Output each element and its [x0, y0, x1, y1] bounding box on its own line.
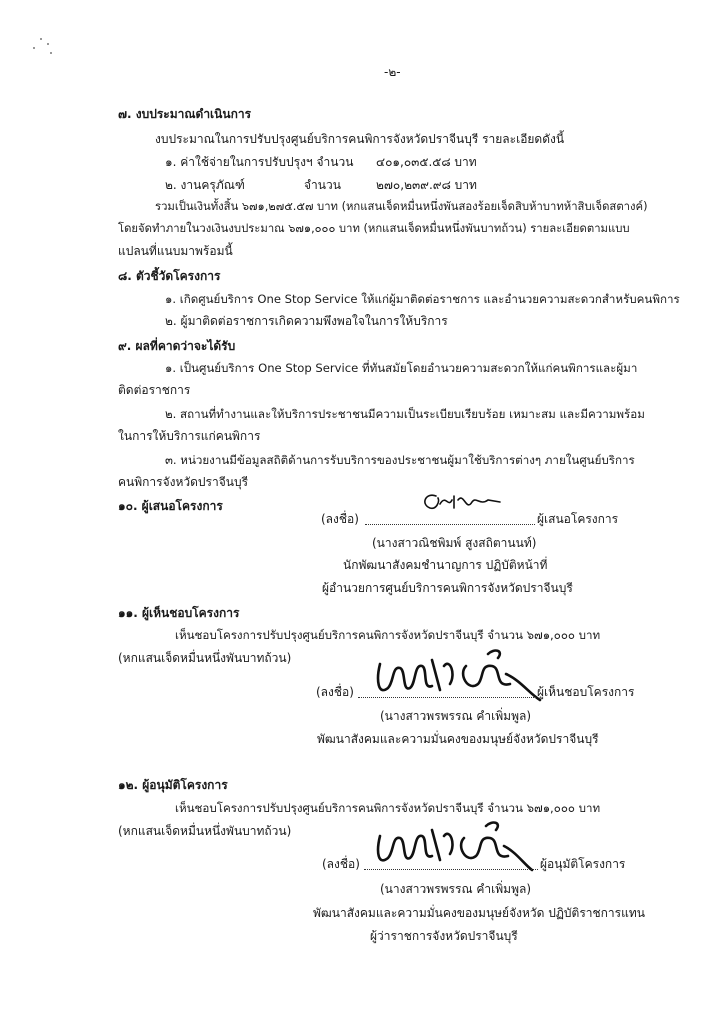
- section-9-heading: ๙. ผลที่คาดว่าจะได้รับ: [118, 339, 236, 353]
- section-9-item2-line1: ๒. สถานที่ทำงานและให้บริการประชาชนมีความเป็นระเบียบเรียบร้อย เหมาะสม และมีความพร้อม: [165, 407, 645, 421]
- section-11-sign-role: ผู้เห็นชอบโครงการ: [537, 685, 635, 699]
- section-11-line2: (หกแสนเจ็ดหมื่นหนึ่งพันบาทถ้วน): [118, 651, 292, 665]
- section-11-name: (นางสาวพรพรรณ คำเพิ่มพูล): [380, 709, 532, 723]
- section-9-item3-line1: ๓. หน่วยงานมีข้อมูลสถิติด้านการรับบริการของประชาชนผู้มาใช้บริการต่างๆ ภายในศูนย์บริการ: [165, 453, 635, 467]
- scan-speck: [50, 52, 52, 54]
- signature-line: [358, 696, 536, 698]
- section-12-name: (นางสาวพรพรรณ คำเพิ่มพูล): [380, 882, 532, 896]
- section-7-intro: งบประมาณในการปรับปรุงศูนย์บริการคนพิการจังหวัดปราจีนบุรี รายละเอียดดังนี้: [155, 132, 565, 146]
- section-10-name: (นางสาวณิชพิมพ์ สูงสถิตานนท์): [372, 536, 537, 550]
- section-7-item1-amount: ๔๐๑,๐๓๕.๕๘ บาท: [376, 155, 477, 169]
- section-12-sign-prefix: (ลงชื่อ): [322, 857, 360, 871]
- section-12-line2: (หกแสนเจ็ดหมื่นหนึ่งพันบาทถ้วน): [118, 824, 292, 838]
- section-7-total: รวมเป็นเงินทั้งสิ้น ๖๗๑,๒๗๕.๕๗ บาท (หกแสนเจ็ดหมื่นหนึ่งพันสองร้อยเจ็ดสิบห้าบาทห้าสิบเจ็ดสตางค์): [155, 200, 648, 213]
- scan-speck: [47, 43, 49, 45]
- signature-approver: [372, 814, 542, 876]
- section-7-item2-label: ๒. งานครุภัณฑ์: [165, 178, 245, 192]
- section-9-item2-line2: ในการให้บริการแก่คนพิการ: [118, 429, 261, 443]
- section-7-note-line1: โดยจัดทำภายในวงเงินงบประมาณ ๖๗๑,๐๐๐ บาท (หกแสนเจ็ดหมื่นหนึ่งพันบาทถ้วน) รายละเอียดตามแบบ: [118, 222, 630, 235]
- section-12-sign-role: ผู้อนุมัติโครงการ: [540, 857, 626, 871]
- section-8-item1: ๑. เกิดศูนย์บริการ One Stop Service ให้แก่ผู้มาติดต่อราชการ และอำนวยความสะดวกสำหรับคนพิการ: [165, 292, 680, 306]
- section-8-heading: ๘. ตัวชี้วัดโครงการ: [118, 269, 221, 283]
- section-8-item2: ๒. ผู้มาติดต่อราชการเกิดความพึงพอใจในการให้บริการ: [165, 314, 448, 328]
- section-7-item1-label: ๑. ค่าใช้จ่ายในการปรับปรุงฯ จำนวน: [165, 155, 354, 169]
- section-12-position1: พัฒนาสังคมและความมั่นคงของมนุษย์จังหวัด ปฏิบัติราชการแทน: [313, 906, 645, 920]
- scan-speck: [40, 38, 42, 40]
- section-11-heading: ๑๑. ผู้เห็นชอบโครงการ: [118, 606, 240, 620]
- section-11-position1: พัฒนาสังคมและความมั่นคงของมนุษย์จังหวัดปราจีนบุรี: [317, 732, 599, 746]
- section-7-item2-amount: ๒๗๐,๒๓๙.๙๘ บาท: [376, 178, 477, 192]
- section-7-item2-qty: จำนวน: [304, 178, 341, 192]
- section-10-sign-prefix: (ลงชื่อ): [321, 512, 359, 526]
- section-12-heading: ๑๒. ผู้อนุมัติโครงการ: [118, 778, 228, 792]
- signature-proposer: [418, 486, 508, 522]
- section-12-position2: ผู้ว่าราชการจังหวัดปราจีนบุรี: [370, 929, 518, 943]
- section-10-sign-role: ผู้เสนอโครงการ: [537, 512, 619, 526]
- section-7-heading: ๗. งบประมาณดำเนินการ: [118, 107, 252, 121]
- section-9-item1-line2: ติดต่อราชการ: [118, 383, 191, 397]
- section-7-note-line2: แปลนที่แนบมาพร้อมนี้: [118, 244, 233, 258]
- signature-line: [365, 523, 535, 525]
- section-11-sign-prefix: (ลงชื่อ): [316, 685, 354, 699]
- scan-speck: [33, 47, 35, 49]
- section-10-position1: นักพัฒนาสังคมชำนาญการ ปฏิบัติหน้าที่: [343, 558, 548, 572]
- page-number: -๒-: [384, 65, 401, 79]
- section-12-line1: เห็นชอบโครงการปรับปรุงศูนย์บริการคนพิการจังหวัดปราจีนบุรี จำนวน ๖๗๑,๐๐๐ บาท: [175, 801, 601, 815]
- section-9-item1-line1: ๑. เป็นศูนย์บริการ One Stop Service ที่ทันสมัยโดยอำนวยความสะดวกให้แก่คนพิการและผู้มา: [165, 361, 638, 375]
- section-10-heading: ๑๐. ผู้เสนอโครงการ: [118, 499, 223, 513]
- section-9-item3-line2: คนพิการจังหวัดปราจีนบุรี: [118, 475, 249, 489]
- section-11-line1: เห็นชอบโครงการปรับปรุงศูนย์บริการคนพิการจังหวัดปราจีนบุรี จำนวน ๖๗๑,๐๐๐ บาท: [175, 628, 601, 642]
- section-10-position2: ผู้อำนวยการศูนย์บริการคนพิการจังหวัดปราจีนบุรี: [322, 581, 573, 595]
- signature-line: [364, 868, 538, 870]
